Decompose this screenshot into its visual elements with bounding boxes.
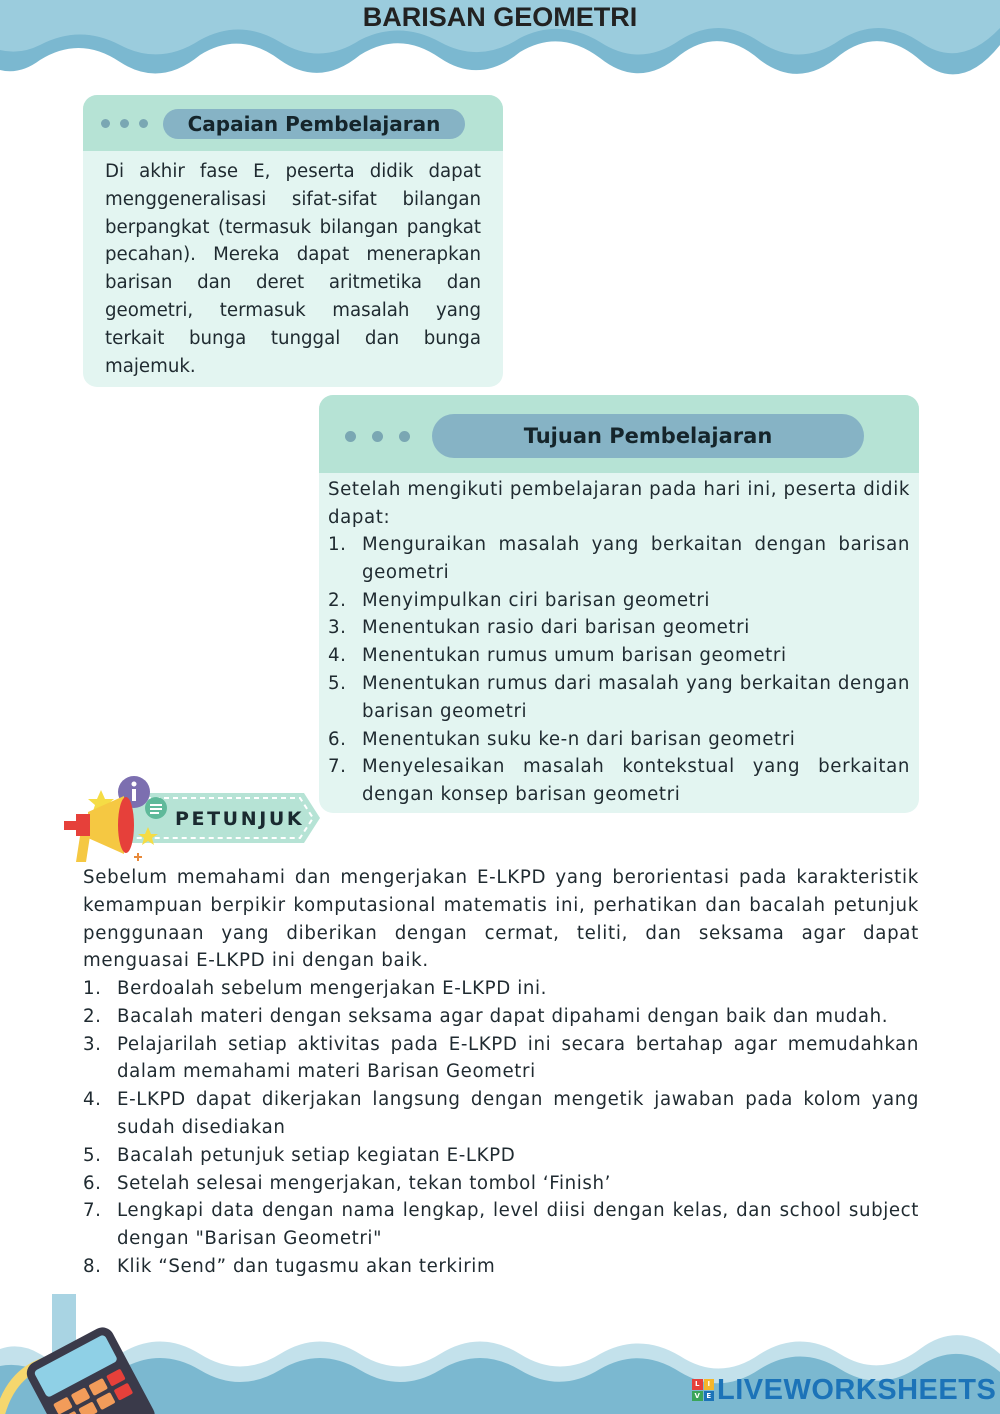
dot-icon [101, 119, 110, 128]
liveworksheets-logo [692, 1373, 996, 1407]
list-item: 2. Bacalah materi dengan seksama agar dapat dipahami dengan baik dan mudah. [83, 1005, 889, 1027]
logo-mark-icon: L I V E [692, 1379, 714, 1401]
megaphone-icon [58, 772, 173, 867]
dot-icon [120, 119, 129, 128]
calculator-icon [0, 1290, 170, 1414]
list-item: 3. Pelajarilah setiap aktivitas pada E-LKPD ini secara bertahap agar memudahkan dalam memahami materi Barisan Geometri [83, 1033, 919, 1083]
list-item: 6. Menentukan suku ke-n dari barisan geometri [328, 728, 796, 750]
tujuan-heading: Tujuan Pembelajaran [432, 414, 864, 458]
list-item: 1. Berdoalah sebelum mengerjakan E-LKPD ini. [83, 978, 548, 999]
petunjuk-label: PETUNJUK [175, 808, 305, 830]
petunjuk-intro: Sebelum memahami dan mengerjakan E-LKPD yang berorientasi pada karakteristik kemampuan berpikir komputasional matematis ini, perhatikan dan bacalah petunjuk penggunaan yang diberikan dengan cermat, teliti, dan seksama agar dapat menguasai E-LKPD ini dengan baik. [83, 867, 919, 972]
capaian-text: Di akhir fase E, peserta didik dapat menggeneralisasi sifat-sifat bilangan berpangkat (termasuk bilangan pangkat pecahan). Mereka dapat menerapkan barisan dan deret aritmetika dan geometri, termasuk masalah yang terkait bunga tunggal dan bunga majemuk. [105, 161, 481, 377]
list-item: 4. Menentukan rumus umum barisan geometri [328, 645, 787, 667]
dot-icon [345, 431, 356, 442]
page-title: BARISAN GEOMETRI [362, 2, 638, 32]
list-item: 1. Menguraikan masalah yang berkaitan dengan barisan geometri [328, 534, 910, 583]
tujuan-intro: Setelah mengikuti pembelajaran pada hari ini, peserta didik dapat: [328, 479, 910, 528]
list-item: 8. Klik “Send” dan tugasmu akan terkirim [83, 1255, 496, 1277]
list-item: 7. Menyelesaikan masalah kontekstual yang berkaitan dengan konsep barisan geometri [328, 756, 910, 806]
dot-icon [372, 431, 383, 442]
tujuan-list [328, 531, 910, 809]
list-item: 2. Menyimpulkan ciri barisan geometri [328, 589, 711, 611]
list-item: 5. Bacalah petunjuk setiap kegiatan E-LKPD [83, 1144, 516, 1166]
logo-text: LIVEWORKSHEETS [717, 1373, 997, 1406]
petunjuk-list [83, 975, 919, 1281]
dot-icon [139, 119, 148, 128]
list-item: 3. Menentukan rasio dari barisan geometri [328, 617, 750, 639]
dot-icon [399, 431, 410, 442]
tujuan-card-header [319, 395, 919, 473]
list-item: 7. Lengkapi data dengan nama lengkap, level diisi dengan kelas, dan school subject dengan "Barisan Geometri" [83, 1200, 919, 1250]
capaian-heading: Capaian Pembelajaran [163, 109, 465, 139]
list-item: 4. E-LKPD dapat dikerjakan langsung dengan mengetik jawaban pada kolom yang sudah disediakan [83, 1089, 919, 1138]
capaian-card-header [83, 95, 503, 151]
list-item: 6. Setelah selesai mengerjakan, tekan tombol ‘Finish’ [83, 1172, 612, 1194]
list-item: 5. Menentukan rumus dari masalah yang berkaitan dengan barisan geometri [328, 672, 910, 722]
